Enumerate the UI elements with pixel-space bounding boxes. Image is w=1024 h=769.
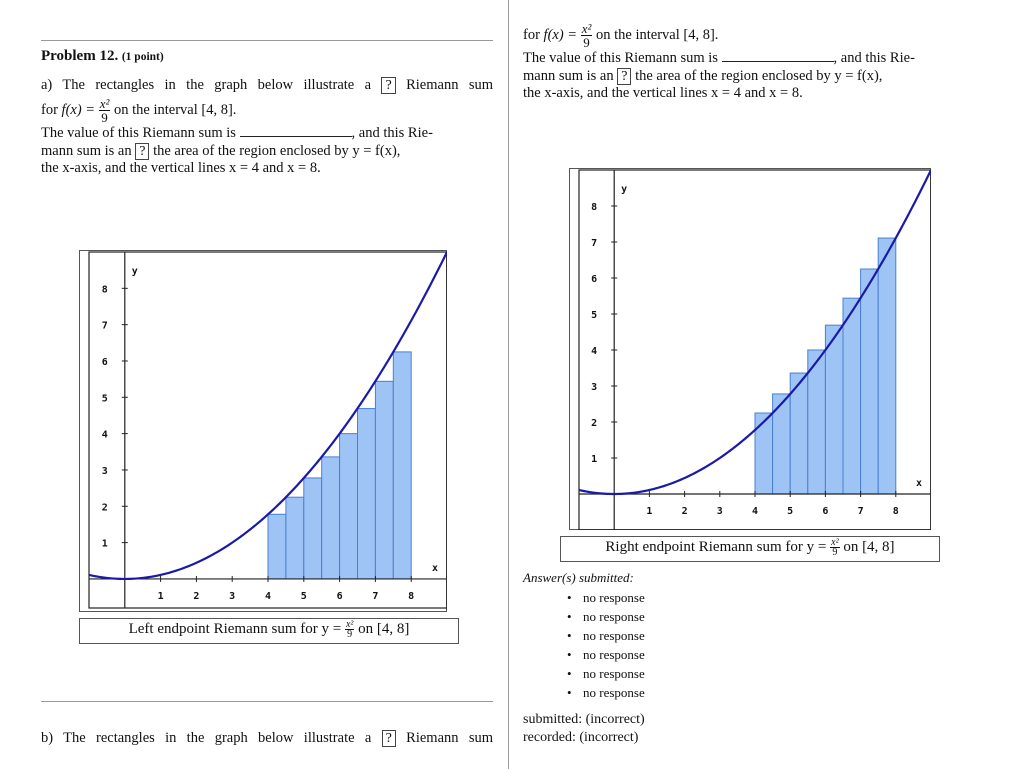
- y-tick-label-4: 4: [101, 429, 108, 441]
- x-tick-label-4: 4: [264, 590, 272, 602]
- left-caption-den: 9: [347, 629, 353, 641]
- riemann-bar-4: [322, 457, 340, 579]
- riemann-bar-4: [808, 350, 826, 494]
- x-axis-label: x: [915, 478, 923, 489]
- riemann-bar-6: [358, 409, 376, 579]
- x-tick-label-8: 8: [892, 506, 899, 517]
- x-tick-label-3: 3: [716, 506, 723, 517]
- answer-item: • no response: [583, 664, 645, 683]
- riemann-bar-3: [304, 478, 322, 579]
- x-tick-label-6: 6: [822, 506, 829, 517]
- part-a-line1-prefix: a) The rectangles in the graph below illustrate a: [41, 77, 372, 93]
- x-tick-label-2: 2: [193, 590, 200, 602]
- y-tick-label-7: 7: [101, 320, 108, 332]
- right-last-line: the x-axis, and the vertical lines x = 4 and x = 8.: [523, 85, 803, 101]
- part-a-fx: f(x) =: [61, 101, 96, 118]
- x-tick-label-1: 1: [157, 590, 164, 602]
- riemann-bar-2: [286, 497, 304, 579]
- right-frac-num: x²: [581, 21, 592, 36]
- y-tick-label-1: 1: [101, 538, 108, 550]
- y-tick-label-7: 7: [591, 238, 598, 249]
- answers-list: [523, 588, 645, 702]
- part-a-compare-dropdown[interactable]: ?: [135, 143, 149, 160]
- y-tick-label-8: 8: [101, 284, 108, 296]
- answer-item: • no response: [583, 626, 645, 645]
- part-a-fraction: [99, 97, 111, 124]
- right-for: for: [523, 26, 540, 43]
- riemann-bar-8: [878, 238, 896, 494]
- right-caption-num: x²: [831, 537, 839, 549]
- right-mann-suffix: the area of the region enclosed by y = f(x),: [635, 68, 883, 84]
- y-tick-label-6: 6: [101, 356, 108, 368]
- right-compare-dropdown[interactable]: ?: [617, 68, 631, 85]
- left-graph: [79, 250, 447, 612]
- y-tick-label-4: 4: [591, 346, 598, 357]
- part-a-frac-num: x²: [99, 96, 110, 111]
- x-axis-label: x: [431, 562, 439, 574]
- riemann-bar-7: [861, 269, 879, 494]
- y-tick-label-3: 3: [591, 382, 598, 393]
- left-riemann-chart: [79, 250, 447, 612]
- answer-item: • no response: [583, 645, 645, 664]
- y-tick-label-3: 3: [101, 465, 108, 477]
- y-tick-label-5: 5: [591, 310, 598, 321]
- right-mann-prefix: mann sum is an: [523, 68, 614, 84]
- problem-header: [41, 48, 493, 65]
- riemann-bar-5: [340, 434, 358, 579]
- right-fx: f(x) =: [543, 26, 578, 43]
- answers-heading: Answer(s) submitted:: [523, 570, 634, 585]
- problem-top-rule: [41, 40, 493, 41]
- part-a-value-suffix: , and this Rie-: [351, 125, 433, 141]
- part-a-mann-prefix: mann sum is an: [41, 143, 132, 159]
- part-b-text: [41, 730, 493, 747]
- riemann-bar-7: [375, 381, 393, 579]
- right-graph: [569, 168, 931, 530]
- part-a-type-dropdown[interactable]: ?: [381, 77, 395, 94]
- right-fraction: [581, 22, 593, 49]
- part-b-line1-prefix: b) The rectangles in the graph below illustrate a: [41, 730, 372, 746]
- submitted-status: submitted: (incorrect): [523, 712, 645, 727]
- x-tick-label-5: 5: [300, 590, 307, 602]
- part-b-continued-text: [523, 22, 975, 102]
- right-graph-caption: [560, 536, 940, 562]
- y-tick-label-5: 5: [101, 393, 108, 405]
- left-caption-suffix: on [4, 8]: [358, 621, 410, 637]
- riemann-bar-1: [268, 514, 286, 579]
- problem-title: Problem 12.: [41, 48, 119, 64]
- part-a-value-prefix: The value of this Riemann sum is: [41, 125, 236, 141]
- left-caption-num: x²: [345, 619, 354, 631]
- part-b-line1-suffix: Riemann sum: [406, 730, 494, 746]
- x-tick-label-3: 3: [229, 590, 236, 602]
- y-tick-label-1: 1: [591, 454, 598, 465]
- y-tick-label-2: 2: [591, 418, 598, 429]
- x-tick-label-7: 7: [857, 506, 864, 517]
- riemann-bar-6: [843, 298, 861, 494]
- right-value-suffix: , and this Rie-: [833, 50, 915, 66]
- y-axis-label: y: [131, 266, 138, 277]
- y-axis-label: y: [621, 184, 628, 195]
- answer-item: • no response: [583, 683, 645, 702]
- riemann-bar-1: [755, 413, 773, 494]
- right-caption-fraction: [830, 538, 839, 557]
- part-b-type-dropdown[interactable]: ?: [382, 730, 396, 747]
- x-tick-label-4: 4: [751, 506, 759, 517]
- left-caption-fraction: [345, 620, 354, 639]
- y-tick-label-2: 2: [101, 502, 108, 514]
- riemann-bar-8: [393, 352, 411, 579]
- right-interval: on the interval [4, 8].: [596, 26, 719, 43]
- part-a-value-input[interactable]: [240, 124, 352, 137]
- x-tick-label-7: 7: [372, 590, 379, 602]
- part-a-line1-suffix: Riemann sum: [406, 77, 494, 93]
- right-riemann-chart: [569, 168, 931, 530]
- part-a-interval: on the interval [4, 8].: [114, 101, 237, 118]
- part-b-top-rule: [41, 701, 493, 702]
- x-tick-label-1: 1: [646, 506, 653, 517]
- right-value-prefix: The value of this Riemann sum is: [523, 50, 718, 66]
- right-caption-prefix: Right endpoint Riemann sum for y =: [605, 539, 827, 555]
- x-tick-label-8: 8: [408, 590, 415, 602]
- column-divider: [508, 0, 509, 769]
- riemann-bar-5: [825, 325, 843, 494]
- part-a-text: [41, 77, 493, 177]
- left-caption-prefix: Left endpoint Riemann sum for y =: [128, 621, 342, 637]
- left-graph-caption: [79, 618, 459, 644]
- right-frac-den: 9: [583, 35, 590, 50]
- answer-item: • no response: [583, 607, 645, 626]
- part-a-last-line: the x-axis, and the vertical lines x = 4 and x = 8.: [41, 160, 321, 176]
- part-a-for: for: [41, 101, 58, 118]
- right-caption-suffix: on [4, 8]: [843, 539, 895, 555]
- answer-item: • no response: [583, 588, 645, 607]
- part-a-mann-suffix: the area of the region enclosed by y = f(x),: [153, 143, 401, 159]
- y-tick-label-8: 8: [591, 202, 598, 213]
- problem-points: (1 point): [121, 51, 164, 63]
- x-tick-label-2: 2: [681, 506, 688, 517]
- x-tick-label-6: 6: [336, 590, 343, 602]
- recorded-status: recorded: (incorrect): [523, 730, 639, 745]
- part-a-frac-den: 9: [101, 110, 108, 125]
- right-value-input[interactable]: [722, 49, 834, 62]
- right-caption-den: 9: [832, 547, 838, 559]
- y-tick-label-6: 6: [591, 274, 598, 285]
- x-tick-label-5: 5: [787, 506, 794, 517]
